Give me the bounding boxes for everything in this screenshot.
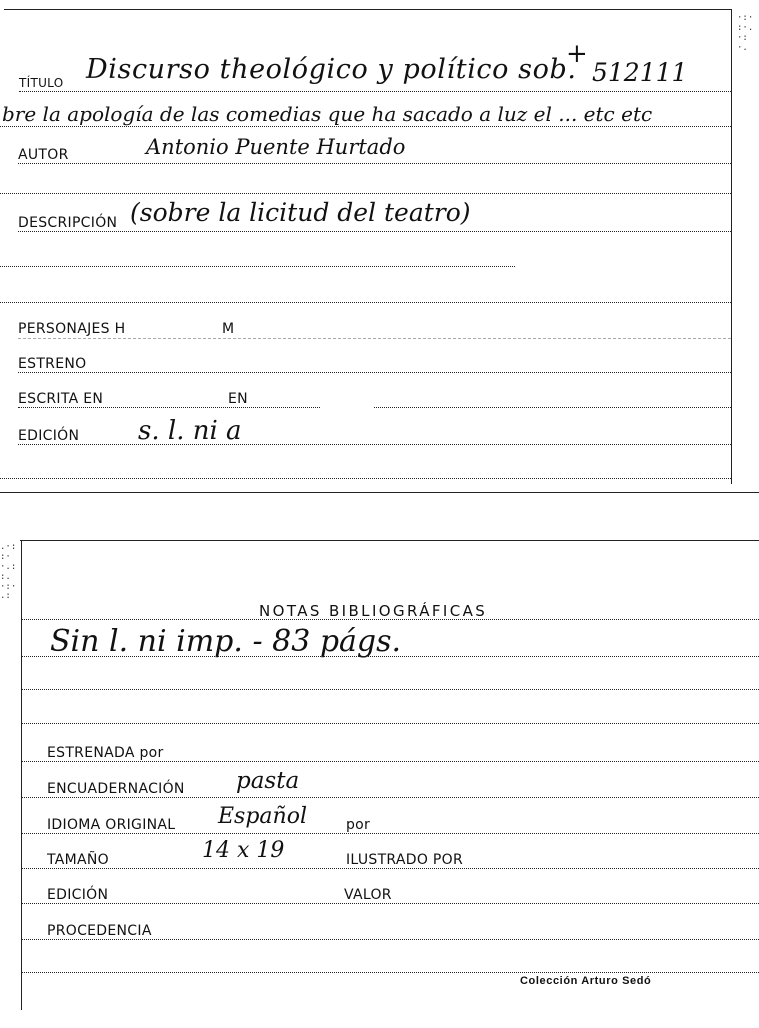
card2-top-border: [20, 540, 759, 541]
blank-line-a: [0, 193, 731, 194]
notes-header-line: [21, 619, 759, 620]
scan-edge-noise: ·:· :·. ·: ·.: [737, 13, 754, 53]
catalog-card-top: [0, 0, 759, 495]
description-line: [18, 231, 731, 232]
binding-line: [21, 797, 759, 798]
edition-handwriting: s. l. ni a: [138, 416, 242, 446]
author-line: [18, 163, 731, 164]
notes-header: NOTAS BIBLIOGRÁFICAS: [259, 602, 488, 620]
size-line: [21, 868, 759, 869]
collection-credit: Colección Arturo Sedó: [520, 975, 652, 987]
title-handwriting-line1: Discurso theológico y político sob.: [86, 54, 577, 85]
notes-line-1: [21, 656, 759, 657]
catalog-card-bottom: [0, 495, 759, 1028]
author-handwriting: Antonio Puente Hurtado: [146, 135, 406, 159]
binding-handwriting: pasta: [236, 768, 300, 794]
binding-label: ENCUADERNACIÓN: [47, 781, 185, 797]
edition2-label: EDICIÓN: [47, 887, 109, 903]
description-label: DESCRIPCIÓN: [18, 215, 118, 231]
written-in-label: ESCRITA EN: [18, 391, 104, 407]
card-right-border: [731, 9, 732, 484]
provenance-label: PROCEDENCIA: [47, 923, 152, 939]
edition-label: EDICIÓN: [18, 428, 80, 444]
edition2-line: [21, 903, 759, 904]
edition-line: [18, 444, 731, 445]
characters-m-label: M: [222, 321, 235, 337]
notes-line-3: [21, 723, 759, 724]
title-cross-mark: +: [566, 39, 588, 69]
blank-line-c: [0, 302, 731, 303]
description-handwriting: (sobre la licitud del teatro): [130, 198, 471, 227]
characters-label: PERSONAJES H: [18, 321, 126, 337]
written-in-line-2: [374, 407, 731, 408]
value-label: VALOR: [344, 887, 392, 903]
premiered-line: [21, 761, 759, 762]
card-top-border: [4, 9, 731, 10]
title-line-1: [19, 91, 731, 92]
title-label: TÍTULO: [19, 76, 64, 90]
size-handwriting: 14 x 19: [202, 838, 285, 863]
size-label: TAMAÑO: [47, 852, 109, 868]
notes-handwriting: Sin l. ni imp. - 83 págs.: [50, 624, 402, 659]
blank-line-b: [0, 266, 515, 267]
language-handwriting: Español: [218, 804, 307, 829]
premiere-label: ESTRENO: [18, 356, 87, 372]
title-handwriting-line2: bre la apología de las comedias que ha sacado a luz el ... etc etc: [2, 102, 653, 126]
language-por-label: por: [346, 817, 371, 833]
title-line-2: [0, 126, 731, 127]
premiere-line: [18, 372, 731, 373]
blank-line-e: [21, 972, 759, 973]
catalog-number: 512111: [592, 58, 688, 87]
author-label: AUTOR: [18, 147, 69, 163]
written-en-label: EN: [228, 391, 248, 407]
illustrated-label: ILUSTRADO POR: [346, 852, 463, 868]
characters-line: [18, 338, 731, 339]
blank-line-d: [0, 478, 731, 479]
language-label: IDIOMA ORIGINAL: [47, 817, 176, 833]
provenance-line: [21, 939, 759, 940]
premiered-label: ESTRENADA por: [47, 745, 164, 761]
card-bottom-edge: [0, 492, 759, 493]
notes-line-2: [21, 689, 759, 690]
scan-edge-noise-left: .·: :· ·.: :. ·:· .:: [0, 542, 17, 602]
language-line: [21, 833, 759, 834]
written-in-line-1: [18, 407, 320, 408]
